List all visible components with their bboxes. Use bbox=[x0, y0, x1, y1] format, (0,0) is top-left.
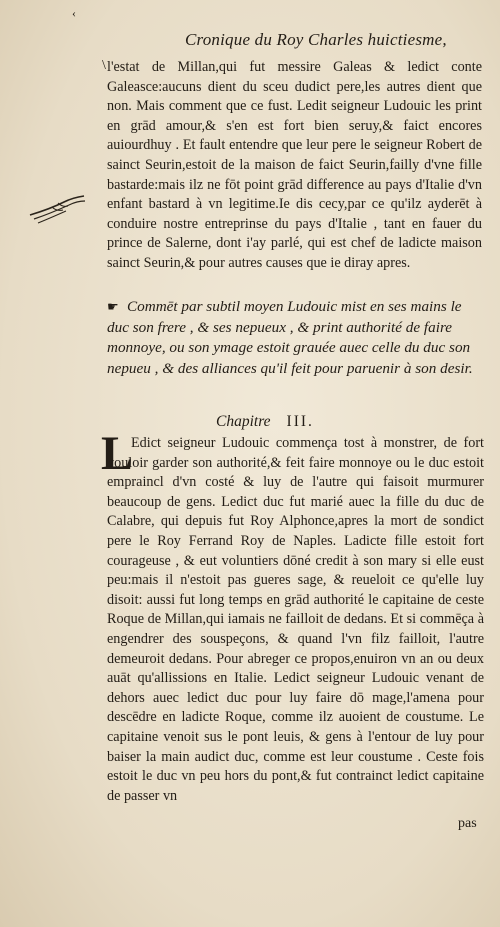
chapter-heading bbox=[216, 413, 330, 431]
chapter-summary-text: Commēt par subtil moyen Ludouic mist en ses mains le duc son frere , & ses nepueux , & print authorité de faire monnoye, ou son ymage estoit grauée auec celle du duc son nepueu , & des alliances qu'il feit pour paruenir à son desir. bbox=[107, 298, 473, 377]
paragraph-continuation bbox=[107, 58, 482, 274]
chapter-body bbox=[107, 434, 484, 806]
paragraph-text: l'estat de Millan,qui fut messire Galeas & ledict conte Galeasce:aucuns dient du sceu dudict pere,les autres dient que non. Mais comment que ce fust. Ledit seigneur Ludouic les print en grād amour,& s'en est fort bien seruy,& faict encores auiourdhuy . Et fault entendre que leur pere le seigneur Robert de sainct Seurin,estoit de la maison de faict Seurin,failly d'vne fille bastarde:mais ilz ne fōt point grād difference au pays d'Italie d'vn enfant bastard à vn legitime.Ie dis cecy,par ce qu'ilz ayderēt à conduire nostre entreprinse du pays d'Italie , tant en fauer du prince de Salerne, dont i'ay parlé, qui est chef de ladicte maison sainct Seurin,& pour autres causes que ie diray apres. bbox=[107, 59, 482, 271]
margin-mark: \ bbox=[102, 58, 106, 73]
page-edge-mark: ‹ bbox=[72, 6, 76, 20]
running-title: Cronique du Roy Charles huictiesme, bbox=[185, 30, 447, 49]
chapter-summary bbox=[107, 297, 487, 379]
chapter-word: Chapitre bbox=[216, 413, 271, 430]
drop-capital: L bbox=[101, 427, 134, 480]
chapter-number: III. bbox=[286, 413, 314, 430]
catchword: pas bbox=[458, 816, 477, 831]
manicule-icon bbox=[28, 193, 86, 227]
chapter-body-text: Edict seigneur Ludouic commença tost à monstrer, de fort vouloir garder son authorité,& feit faire monnoye ou le duc estoit empraincl d'vn costé & luy de l'autre qui faisoit murmurer beaucoup de gens. Ledict duc fut marié auec la fille du duc de Calabre, qui depuis fut Roy Alphonce,apres la mort de sondict pere le Roy Ferrand Roy de Naples. Ladicte fille estoit fort courageuse , & eut voluntiers dōné credit à son mary si elle eust peu:mais il n'estoit pas gueres sage, & reueloit ce qu'elle luy disoit: aussi fut long temps en grād authorité le capitaine de ceste Roque de Millan,qui iamais ne failloit de dedans. Et si commēça à engendrer des souspeçons, & quand l'vn filz failloit, l'autre demeuroit dedans. Pour abreger ce propos,enuiron vn an ou deux auāt qu'allissions en Italie. Ledict seigneur Ludouic venant de dehors auec ledict duc pour luy faire dō mage,l'amena pour descēdre en ladicte Roque, comme ilz auoient de coustume. Le capitaine venoit sus le pont leuis, & gens à l'entour de luy pour baiser la main audict duc, comme est leur coustume . Ceste fois estoit le duc vn peu hors du pont,& fut contrainct ledict capitaine de passer vn bbox=[107, 435, 484, 804]
pointing-hand-icon: ☛ bbox=[107, 299, 119, 314]
